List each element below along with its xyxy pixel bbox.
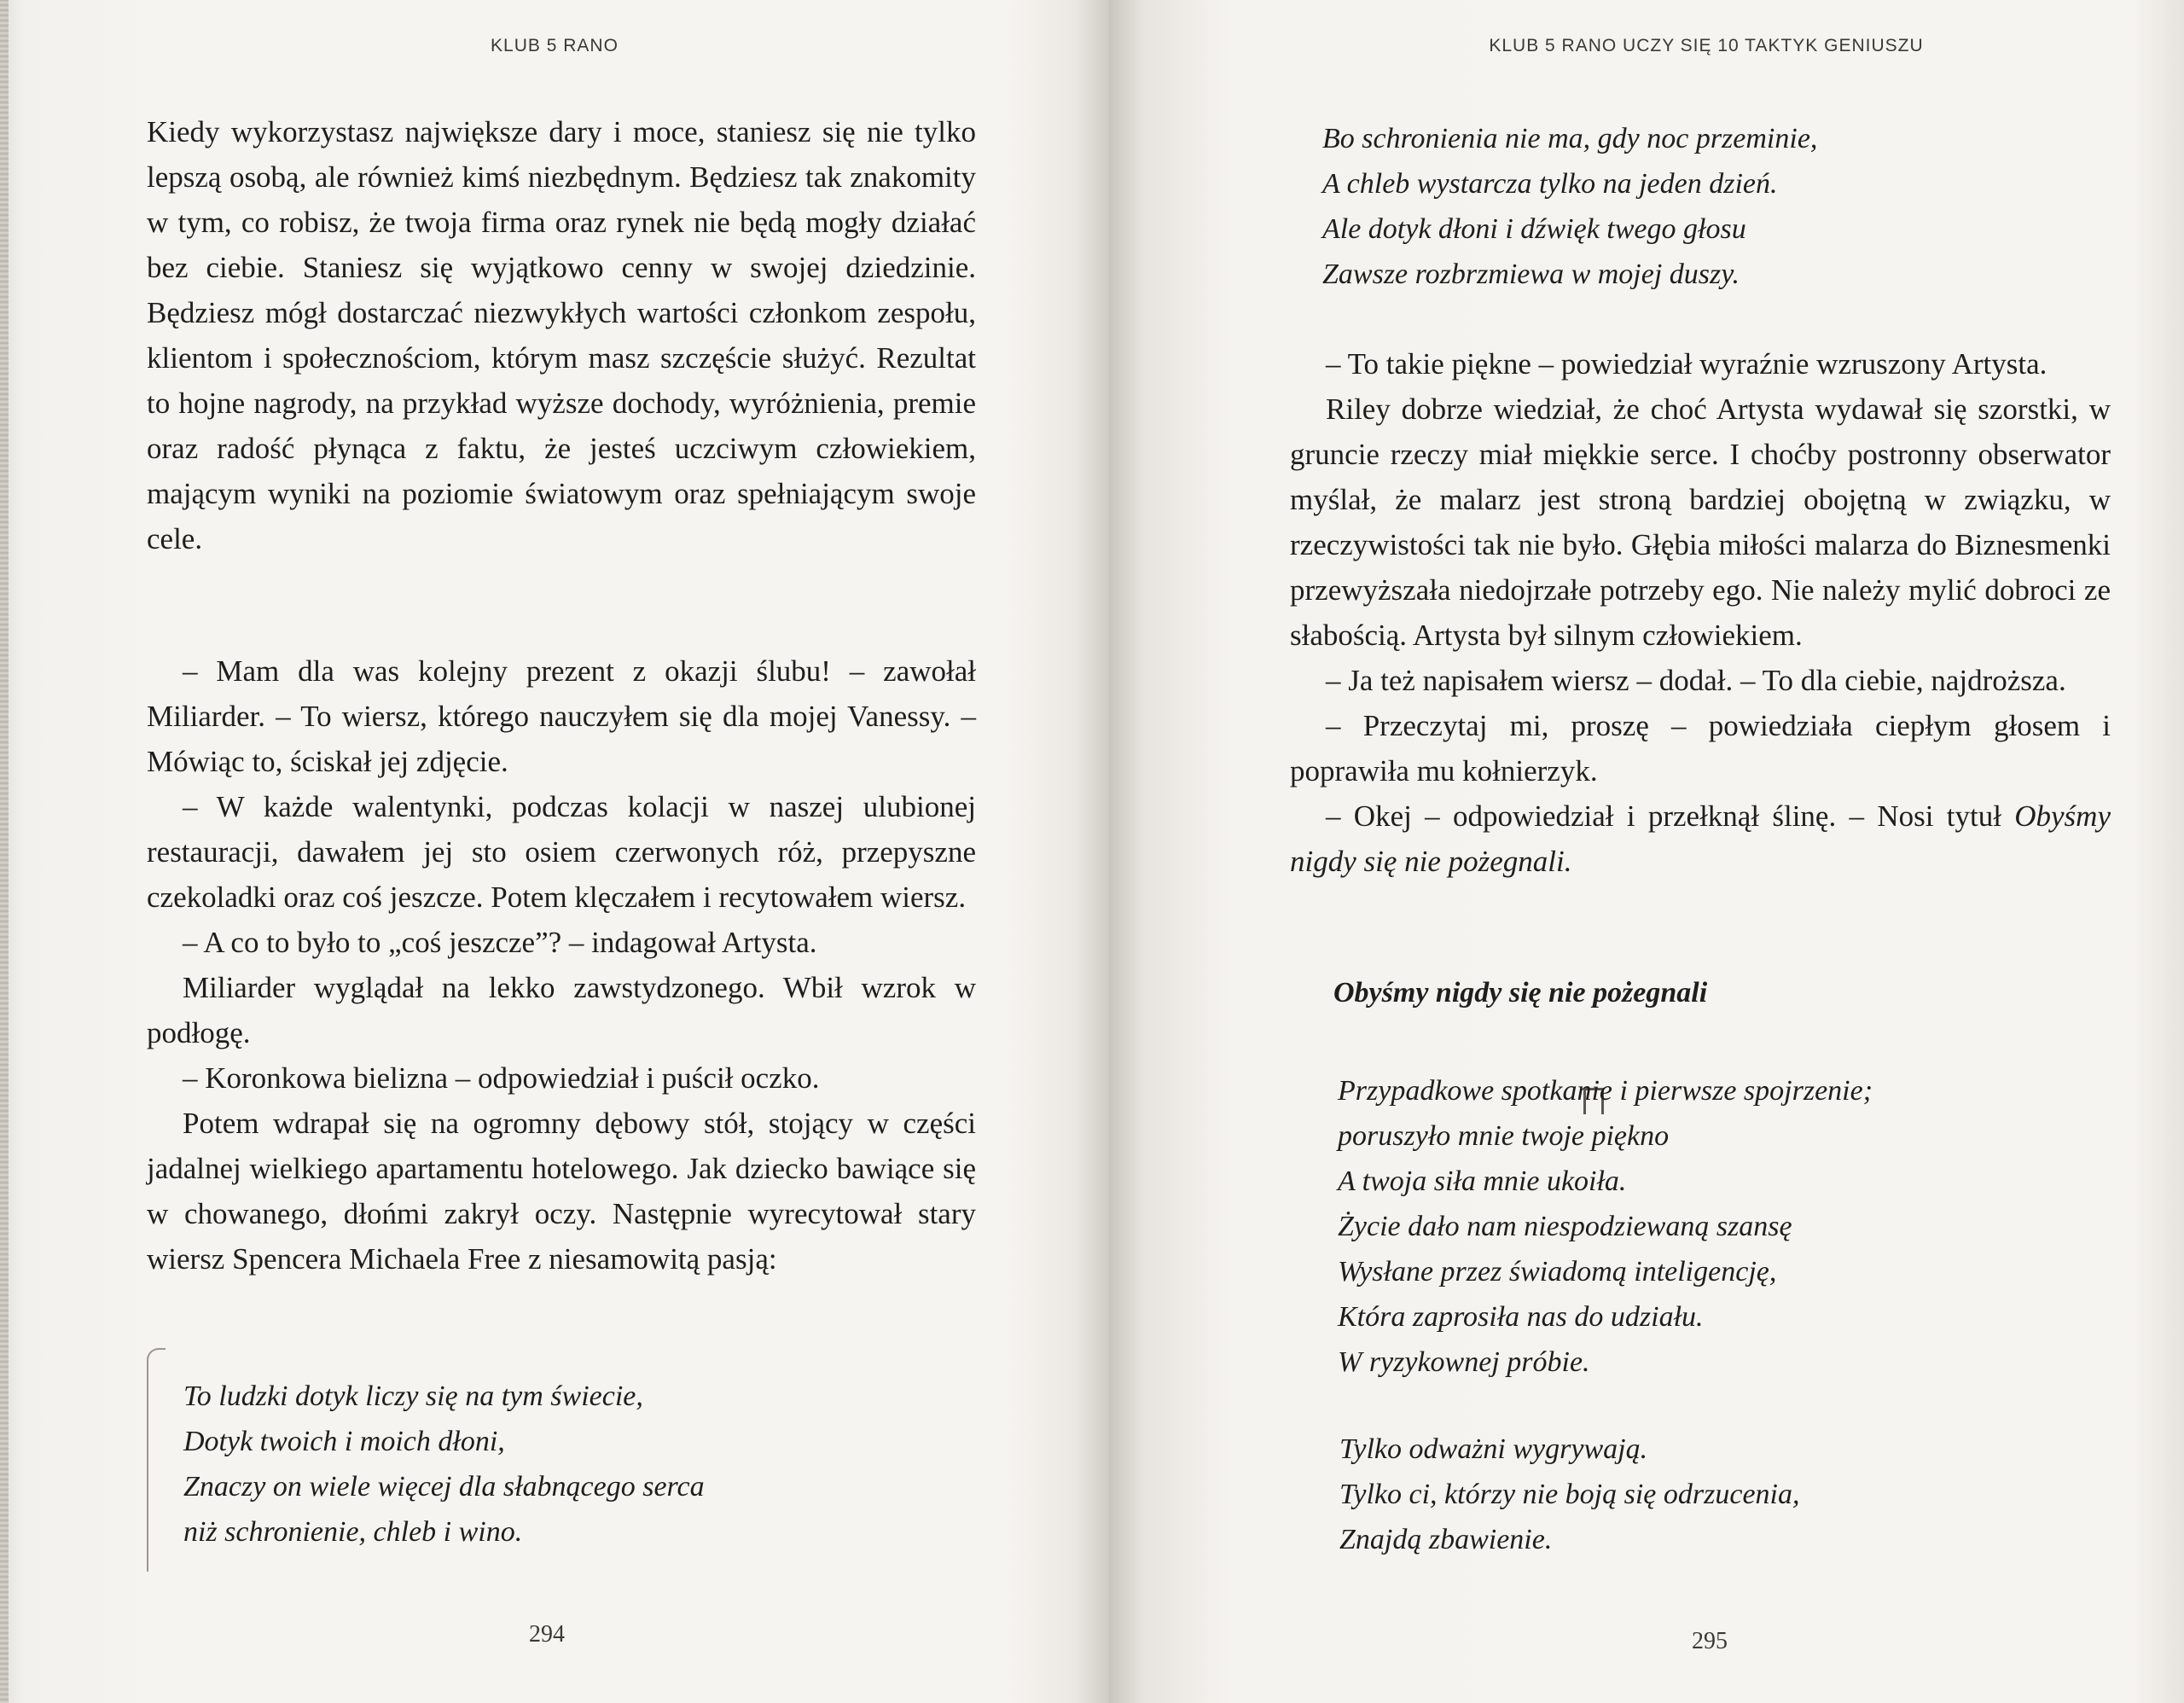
poem-line: W ryzykownej próbie.	[1338, 1346, 1590, 1378]
poem-margin-mark	[147, 1348, 166, 1572]
paragraph: Potem wdrapał się na ogromny dębowy stół, stojący w części jadalnej wielkiego apartamentu hotelowego. Jak dziecko bawiące się w chowanego, dłońmi zakrył oczy. Następnie wyrecytował stary wiersz Spencera Michaela Free z niesamowitą pasją:	[147, 1107, 976, 1276]
paragraph: – Przeczytaj mi, proszę – powiedziała ciepłym głosem i poprawiła mu kołnierzyk.	[1290, 709, 2111, 788]
poem-line: Dotyk twoich i moich dłoni,	[183, 1426, 505, 1457]
poem-line: Zawsze rozbrzmiewa w mojej duszy.	[1322, 259, 1740, 290]
left-dialogue-block	[147, 648, 976, 1282]
left-text-block	[147, 109, 976, 561]
paragraph: – Mam dla was kolejny prezent z okazji ślubu! – zawołał Miliarder. – To wiersz, którego nauczyłem się dla mojej Vanessy. – Mówiąc to, ściskał jej zdjęcie.	[147, 654, 976, 778]
running-head-left: KLUB 5 RANO	[491, 36, 619, 55]
paragraph: – A co to było to „coś jeszcze”? – indagował Artysta.	[183, 926, 817, 959]
poem-line: Która zaprosiła nas do udziału.	[1338, 1301, 1704, 1333]
poem-line: Znaczy on wiele więcej dla słabnącego serca	[183, 1471, 705, 1502]
poem-line: poruszyło mnie twoje piękno	[1338, 1120, 1670, 1152]
paragraph: Riley dobrze wiedział, że choć Artysta wydawał się szorstki, w gruncie rzeczy miał miękkie serce. I choćby postronny obserwator myślał, że malarz jest stroną bardziej obojętną w związku, w rzeczywistości tak nie było. Głębia miłości malarza do Biznesmenki przewyższała niedojrzałe potrzeby ego. Nie należy mylić dobroci ze słabością. Artysta był silnym człowiekiem.	[1290, 392, 2111, 652]
poem-line: A twoja siła mnie ukoiła.	[1338, 1165, 1627, 1197]
paragraph: – Ja też napisałem wiersz – dodał. – To dla ciebie, najdroższa.	[1326, 664, 2066, 697]
poem-line: A chleb wystarcza tylko na jeden dzień.	[1322, 168, 1778, 200]
poem-line: To ludzki dotyk liczy się na tym świecie,	[183, 1380, 643, 1412]
paragraph: – To takie piękne – powiedział wyraźnie wzruszony Artysta.	[1326, 347, 2048, 381]
poem-line: Bo schronienia nie ma, gdy noc przeminie,	[1322, 123, 1818, 154]
poem-line: Przypadkowe spotkanie i pierwsze spojrzenie;	[1338, 1075, 1873, 1107]
right-poem-stanza-2	[1339, 1427, 1799, 1562]
poem-line: Ale dotyk dłoni i dźwięk twego głosu	[1322, 213, 1746, 245]
poem-line: niż schronienie, chleb i wino.	[183, 1516, 523, 1548]
poem-line: Życie dało nam niespodziewaną szansę	[1338, 1211, 1792, 1242]
paragraph: Miliarder wyglądał na lekko zawstydzonego. Wbił wzrok w podłogę.	[147, 971, 976, 1049]
poem-line: Tylko ci, którzy nie boją się odrzucenia,	[1339, 1479, 1800, 1510]
right-poem-stanza-1	[1338, 1068, 1873, 1385]
page-number-left: 294	[529, 1621, 565, 1648]
paragraph	[1290, 793, 2111, 884]
poem-title-reference: Obyśmy nigdy się nie pożegnali.	[1290, 799, 2111, 878]
poem-title: Obyśmy nigdy się nie pożegnali	[1333, 977, 1708, 1008]
running-head-right: KLUB 5 RANO UCZY SIĘ 10 TAKTYK GENIUSZU	[1489, 36, 1924, 55]
paragraph: – W każde walentynki, podczas kolacji w naszej ulubionej restauracji, dawałem jej sto osiem czerwonych róż, przepyszne czekoladki oraz coś jeszcze. Potem klęczałem i recytowałem wiersz.	[147, 790, 976, 914]
poem-line: Tylko odważni wygrywają.	[1339, 1433, 1648, 1465]
right-text-block	[1290, 341, 2111, 884]
paragraph: – Koronkowa bielizna – odpowiedział i puścił oczko.	[183, 1061, 820, 1095]
page-edge	[0, 0, 9, 1703]
poem-line: Znajdą zbawienie.	[1339, 1524, 1553, 1555]
right-poem-continuation	[1322, 116, 1817, 297]
left-poem	[183, 1374, 705, 1555]
poem-line: Wysłane przez świadomą inteligencję,	[1338, 1256, 1777, 1287]
page-number-right: 295	[1692, 1628, 1728, 1654]
paragraph-text: – Okej – odpowiedział i przełknął ślinę. – Nosi tytuł	[1326, 799, 2015, 833]
paragraph: Kiedy wykorzystasz największe dary i moce, staniesz się nie tylko lepszą osobą, ale również kimś niezbędnym. Będziesz tak znakomity w tym, co robisz, że twoja firma oraz rynek nie będą mogły działać bez ciebie. Staniesz się wyjątkowo cenny w swojej dziedzinie. Będziesz mógł dostarczać niezwykłych wartości członkom zespołu, klientom i społecznościom, którym masz szczęście służyć. Rezultat to hojne nagrody, na przykład wyższe dochody, wyróżnienia, premie oraz radość płynąca z faktu, że jesteś uczciwym człowiekiem, mającym wyniki na poziomie światowym oraz spełniającym swoje cele.	[147, 115, 976, 555]
